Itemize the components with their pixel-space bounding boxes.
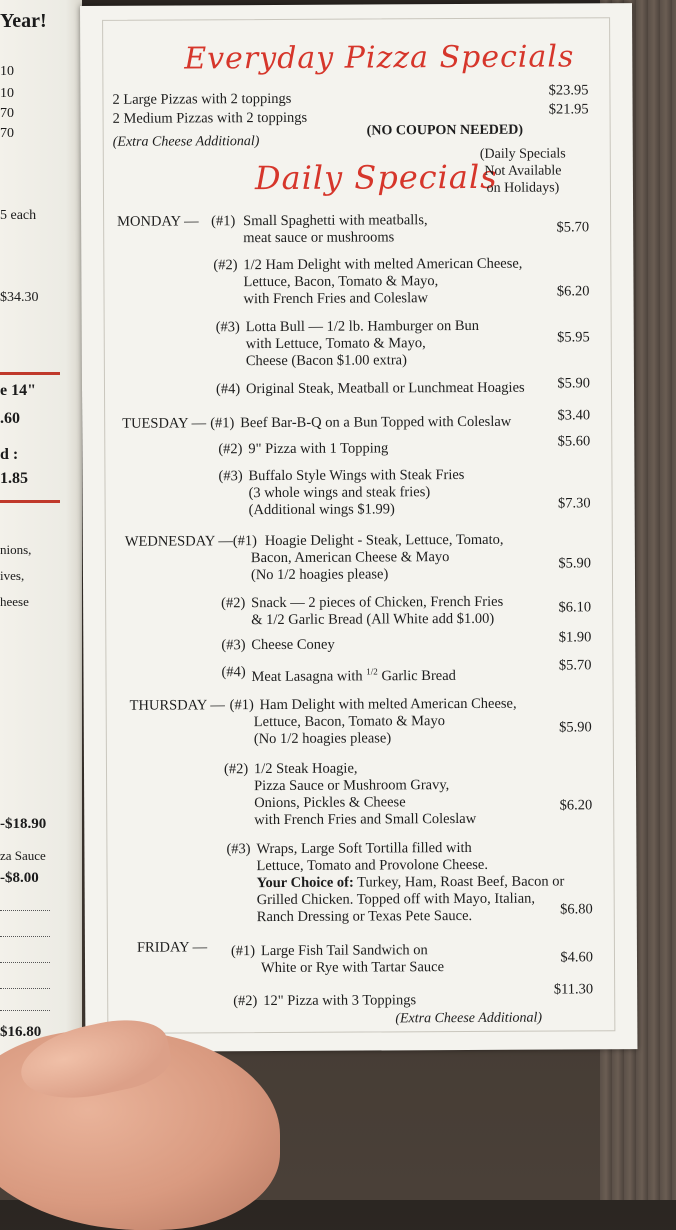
left-text: -$18.90	[0, 816, 47, 832]
item-line: 12" Pizza with 3 Toppings	[263, 992, 417, 1010]
item-line: 9" Pizza with 1 Topping	[248, 440, 389, 458]
item-number: (#1)	[210, 415, 235, 432]
item-number: (#4)	[221, 664, 246, 681]
item-line: Grilled Chicken. Topped off with Mayo, Italian,	[256, 890, 536, 909]
menu-page	[80, 3, 637, 1052]
item-price: $5.90	[557, 375, 591, 392]
left-text: -$8.00	[0, 870, 39, 886]
item-number: (#3)	[226, 841, 251, 858]
item-line: White or Rye with Tartar Sauce	[260, 959, 445, 977]
item-price: $5.70	[558, 657, 592, 674]
item-line: & 1/2 Garlic Bread (All White add $1.00)	[251, 610, 495, 629]
item-price: $6.80	[560, 901, 593, 918]
everyday-price: $23.95	[548, 82, 589, 99]
item-line: Lettuce, Tomato and Provolone Cheese.	[256, 856, 489, 875]
item-number: (#4)	[215, 381, 241, 398]
day-label-tuesday: TUESDAY —	[122, 415, 207, 432]
left-text: 1.85	[0, 470, 28, 487]
daily-title: Daily Specials	[254, 157, 498, 198]
red-rule	[0, 372, 60, 375]
item-number: (#2)	[233, 993, 258, 1010]
item-line: (3 whole wings and steak fries)	[248, 484, 431, 502]
item-line: Original Steak, Meatball or Lunchmeat Hoagies	[245, 379, 525, 398]
item-number: (#3)	[215, 319, 240, 336]
everyday-price: $21.95	[548, 101, 589, 118]
dotted-line	[0, 988, 50, 989]
holiday-note: on Holidays)	[486, 180, 560, 196]
left-text: .60	[0, 410, 20, 427]
item-line: Small Spaghetti with meatballs,	[243, 212, 428, 230]
item-line: Onions, Pickles & Cheese	[254, 794, 406, 812]
item-price: $4.60	[560, 949, 594, 966]
item-line: with French Fries and Coleslaw	[243, 290, 429, 308]
item-line: Ham Delight with melted American Cheese,	[259, 695, 517, 714]
item-line: Large Fish Tail Sandwich on	[260, 942, 428, 960]
item-line: Hoagie Delight - Steak, Lettuce, Tomato,	[264, 531, 504, 550]
item-line: (No 1/2 hoagies please)	[253, 730, 392, 748]
holiday-note: Not Available	[484, 163, 562, 179]
item-line: (No 1/2 hoagies please)	[250, 566, 389, 584]
left-text: heese	[0, 594, 29, 609]
item-number: (#3)	[221, 637, 246, 654]
item-line: 1/2 Ham Delight with melted American Cheese,	[243, 255, 523, 274]
holiday-note: (Daily Specials	[479, 146, 566, 162]
item-line: Ranch Dressing or Texas Pete Sauce.	[256, 907, 473, 926]
item-line: Lotta Bull — 1/2 lb. Hamburger on Bun	[245, 317, 480, 336]
extra-cheese-note: (Extra Cheese Additional)	[395, 1010, 543, 1027]
item-line: with Lettuce, Tomato & Mayo,	[245, 335, 426, 353]
everyday-item: 2 Medium Pizzas with 2 toppings	[112, 109, 308, 127]
item-price: $6.20	[559, 797, 593, 814]
coupon-note: (NO COUPON NEEDED)	[366, 122, 524, 139]
item-price: $11.30	[553, 981, 594, 998]
left-text: 5 each	[0, 208, 37, 223]
item-line: Meat Lasagna with $^{1/2}$ Garlic Bread	[251, 666, 456, 685]
left-text: Year!	[0, 10, 47, 32]
left-text: 70	[0, 106, 14, 121]
item-price: $6.10	[558, 599, 592, 616]
item-line: Wraps, Large Soft Tortilla filled with	[256, 839, 472, 858]
everyday-item: 2 Large Pizzas with 2 toppings	[112, 90, 292, 108]
left-text: $16.80	[0, 1024, 42, 1040]
item-line: meat sauce or mushrooms	[243, 229, 395, 247]
item-number: (#2)	[213, 257, 238, 274]
item-price: $1.90	[558, 629, 592, 646]
item-price: $6.20	[556, 283, 590, 300]
extra-cheese-note: (Extra Cheese Additional)	[112, 134, 260, 150]
left-text: e 14"	[0, 382, 36, 399]
red-rule	[0, 500, 60, 503]
item-price: $5.95	[557, 329, 590, 346]
day-label-wednesday: WEDNESDAY —	[124, 533, 233, 550]
left-text: 10	[0, 64, 14, 79]
item-line: Buffalo Style Wings with Steak Fries	[248, 466, 465, 485]
item-number: (#2)	[218, 441, 243, 458]
item-line: Snack — 2 pieces of Chicken, French Fries	[251, 593, 504, 612]
day-label-thursday: THURSDAY —	[129, 697, 225, 714]
item-line: Lettuce, Bacon, Tomato & Mayo	[253, 713, 445, 731]
dotted-line	[0, 910, 50, 911]
item-number: (#1)	[229, 697, 254, 714]
day-label-monday: MONDAY —	[117, 213, 199, 230]
item-number: (#1)	[230, 943, 256, 960]
item-price: $5.90	[558, 555, 591, 572]
left-text: za Sauce	[0, 848, 46, 863]
item-price: $3.40	[557, 407, 591, 424]
dotted-line	[0, 962, 50, 963]
item-line: Pizza Sauce or Mushroom Gravy,	[254, 777, 450, 795]
item-number: (#2)	[223, 761, 249, 778]
item-line: Your Choice of: Turkey, Ham, Roast Beef, Bacon or	[256, 873, 565, 892]
item-number: (#1)	[232, 533, 258, 550]
item-price: $5.60	[557, 433, 591, 450]
item-line: 1/2 Steak Hoagie,	[253, 760, 358, 778]
item-line: Beef Bar-B-Q on a Bun Topped with Coleslaw	[240, 413, 512, 432]
item-price: $5.70	[556, 219, 590, 236]
left-text: nions,	[0, 542, 32, 557]
item-number: (#3)	[218, 468, 243, 485]
dotted-line	[0, 936, 50, 937]
day-label-friday: FRIDAY —	[136, 939, 208, 956]
left-text: d :	[0, 446, 19, 463]
item-number: (#1)	[211, 213, 236, 230]
left-menu-page	[0, 0, 82, 1090]
left-text: 10	[0, 86, 14, 101]
item-line: Cheese Coney	[251, 636, 335, 654]
item-price: $7.30	[557, 495, 591, 512]
item-price: $5.90	[559, 719, 592, 736]
left-text: 70	[0, 126, 14, 141]
item-line: Lettuce, Bacon, Tomato & Mayo,	[243, 273, 439, 291]
item-line: Cheese (Bacon $1.00 extra)	[245, 352, 407, 370]
item-number: (#2)	[221, 595, 246, 612]
left-text: ives,	[0, 568, 25, 583]
dotted-line	[0, 1010, 50, 1011]
everyday-title: Everyday Pizza Specials	[184, 39, 575, 77]
item-line: (Additional wings $1.99)	[248, 501, 395, 519]
item-line: with French Fries and Small Coleslaw	[254, 810, 477, 829]
left-text: $34.30	[0, 290, 39, 305]
item-line: Bacon, American Cheese & Mayo	[250, 549, 450, 567]
